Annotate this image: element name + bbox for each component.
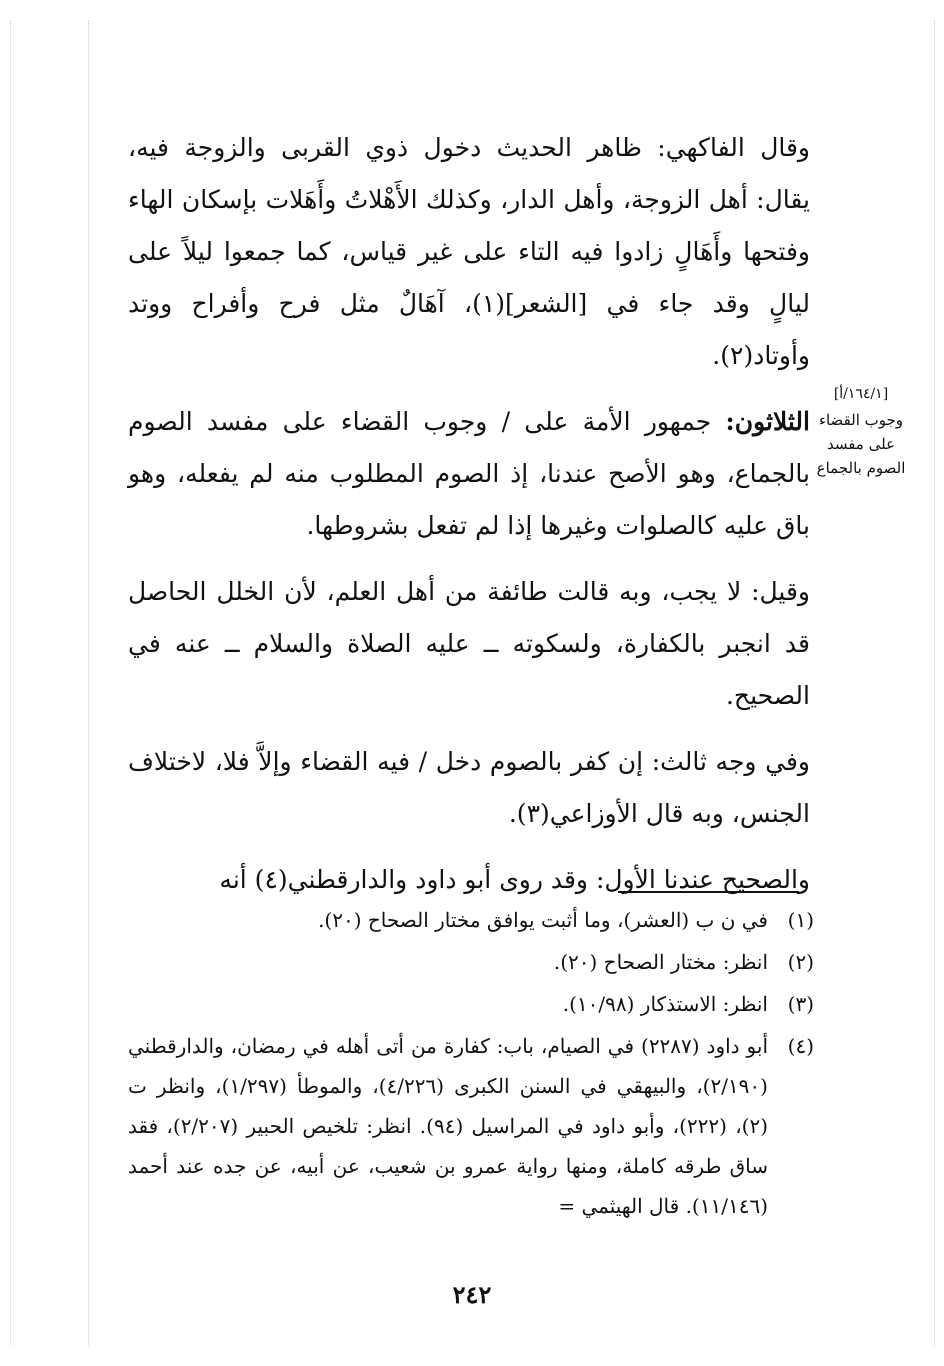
scan-edge-dots (934, 20, 935, 1346)
footnote-text: أبو داود (٢٢٨٧) في الصيام، باب: كفارة من أتى أهله في رمضان، والدارقطني (٢/١٩٠)، والبيهقي في السنن الكبرى (٤/٢٢٦)، والموطأ (١/٢٩٧)، وانظر ت (٢)، (٢٢٢)، وأبو داود في المراسيل (٩٤). انظر: تلخيص الحبير (٢/٢٠٧)، فقد ساق طرقه كاملة، ومنها رواية عمرو بن شعيب، عن أبيه، عن جده عند أحمد (١١/١٤٦). قال الهيثمي = (128, 1034, 769, 1218)
main-text (128, 122, 810, 894)
footnote-number: (١) (787, 908, 814, 932)
paragraph-text: وقال الفاكهي: ظاهر الحديث دخول ذوي القربى والزوجة فيه، يقال: أهل الزوجة، وأهل الدار، وكذلك الأَهْلاتُ وأَهَلات بإسكان الهاء وفتحها وأَهَالٍ زادوا فيه التاء على غير قياس، كما جمعوا ليلاً على ليالٍ وقد جاء في [الشعر](١)، آهَالٌ مثل فرح وأفراح ووتد وأوتاد(٢). (128, 133, 810, 370)
paragraph-lead: الثلاثون: (725, 407, 810, 436)
paragraph (128, 396, 810, 552)
page-number: ٢٤٢ (452, 1280, 492, 1309)
scan-edge-dots (10, 20, 11, 1346)
margin-note (816, 382, 906, 480)
footnote-text: انظر: الاستذكار (١٠/٩٨). (562, 992, 768, 1016)
footnote-number: (٣) (787, 992, 814, 1016)
footnote (128, 1026, 814, 1226)
paragraph-text: وقيل: لا يجب، وبه قالت طائفة من أهل العلم، لأن الخلل الحاصل قد انجبر بالكفارة، ولسكوته ــ عليه الصلاة والسلام ــ عنه في الصحيح. (128, 577, 810, 710)
footnote-number: (٢) (787, 950, 814, 974)
paragraph (128, 736, 810, 840)
margin-note-text: وجوب القضاء على مفسد الصوم بالجماع (816, 411, 906, 477)
footnote-text: في ن ب (العشر)، وما أثبت يوافق مختار الصحاح (٢٠). (318, 908, 768, 932)
paragraph-text: وفي وجه ثالث: إن كفر بالصوم دخل / فيه القضاء وإلاَّ فلا، لاختلاف الجنس، وبه قال الأوزاعي(٣). (128, 747, 810, 828)
footnote (128, 942, 814, 982)
footnote (128, 900, 814, 940)
footnote-text: انظر: مختار الصحاح (٢٠). (553, 950, 768, 974)
footnote-number: (٤) (787, 1034, 814, 1058)
footnotes (128, 900, 814, 1228)
manuscript-reference: [١٦٤/١/أ] (833, 386, 889, 402)
scan-edge-dots (88, 20, 89, 1346)
paragraph-text: جمهور الأمة على / وجوب القضاء على مفسد الصوم بالجماع، وهو الأصح عندنا، إذ الصوم المطلوب منه لم يفعله، وهو باق عليه كالصلوات وغيرها إذا لم تفعل بشروطها. (128, 407, 810, 540)
paragraph-text: والصحيح عندنا الأول: وقد روى أبو داود والدارقطني(٤) أنه (219, 865, 810, 894)
paragraph (128, 122, 810, 382)
footnote-divider (618, 891, 799, 893)
paragraph (128, 566, 810, 722)
footnote (128, 984, 814, 1024)
paragraph (128, 854, 810, 906)
